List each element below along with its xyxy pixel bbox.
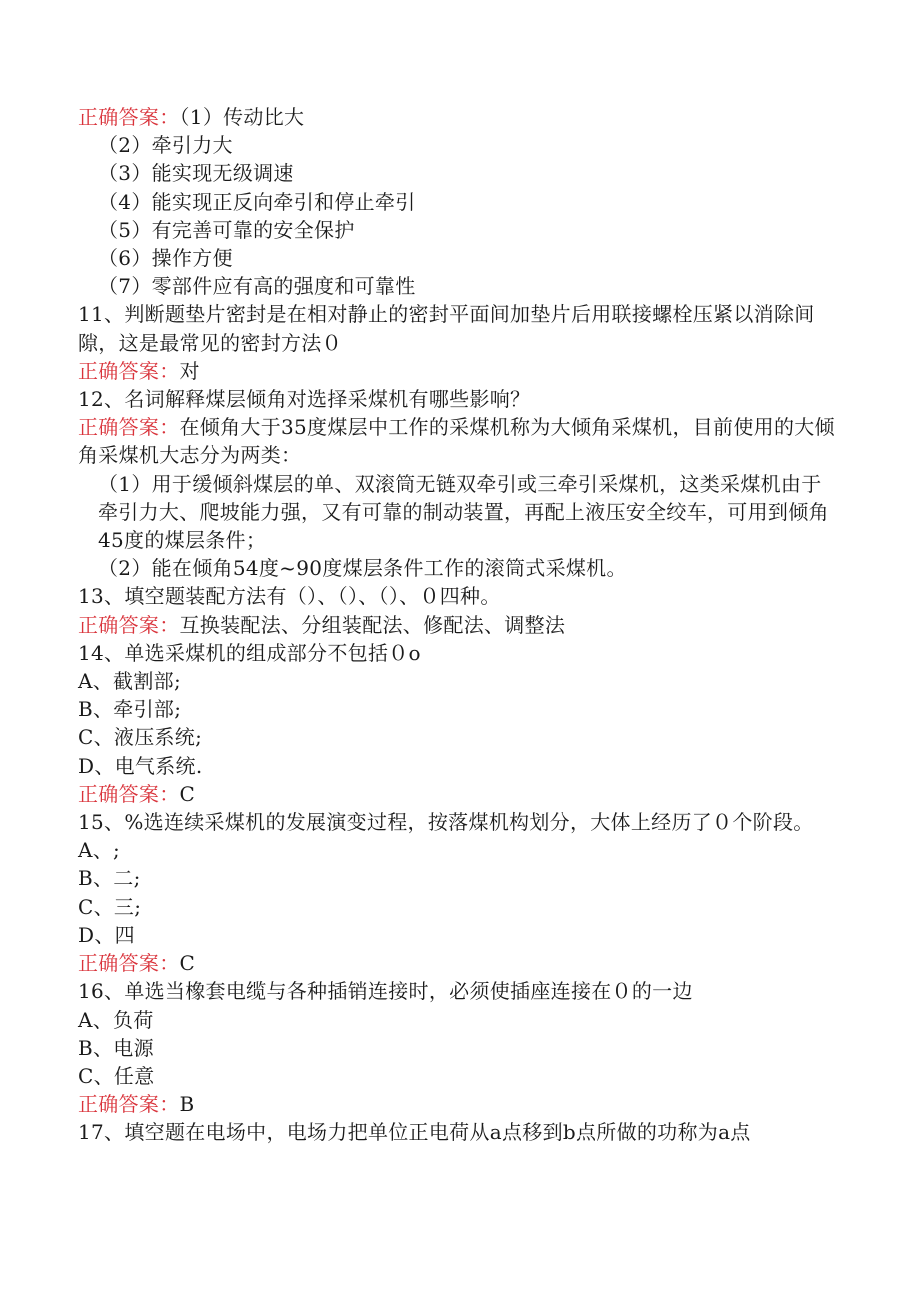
answer-label: 正确答案： — [78, 612, 180, 637]
answer-line — [78, 1090, 838, 1118]
option-item: D、电气系统. — [78, 753, 203, 778]
answer-text: C — [179, 781, 196, 806]
option-item: B、二; — [78, 866, 141, 891]
answer-label: 正确答案： — [78, 951, 180, 976]
option-item: D、四 — [78, 922, 135, 947]
sub-item: （4）能实现正反向牵引和停止牵引 — [98, 189, 416, 214]
answer-label: 正确答案： — [78, 415, 180, 440]
question-text: 17、填空题在电场中，电场力把单位正电荷从a点移到b点所做的功称为a点 — [78, 1120, 751, 1145]
option-item: A、; — [78, 838, 121, 863]
answer-line — [78, 780, 838, 808]
option-item: A、负荷 — [78, 1007, 154, 1032]
sub-item: （2）牵引力大 — [98, 133, 233, 158]
sub-item: （6）操作方便 — [98, 246, 233, 271]
option-item: C、任意 — [78, 1063, 155, 1088]
answer-text: （1）传动比大 — [179, 105, 305, 129]
question-text: 15、%选连续采煤机的发展演变过程，按落煤机构划分，大体上经历了０个阶段。 — [78, 810, 814, 835]
sub-item: （2）能在倾角54度~90度煤层条件工作的滚筒式采煤机。 — [98, 556, 627, 581]
question-text: 14、单选采煤机的组成部分不包括０o — [78, 640, 421, 665]
option-item: B、电源 — [78, 1035, 154, 1060]
answer-label: 正确答案： — [78, 781, 180, 806]
option-item: C、三; — [78, 894, 142, 919]
question-text: 12、名词解释煤层倾角对选择采煤机有哪些影响？ — [78, 387, 531, 412]
document-page — [78, 103, 838, 1147]
answer-text: B — [179, 1092, 195, 1117]
option-item: C、液压系统; — [78, 725, 203, 750]
sub-item: （7）零部件应有高的强度和可靠性 — [98, 274, 416, 299]
answer-text: C — [179, 951, 196, 976]
question-text: 11、判断题垫片密封是在相对静止的密封平面间加垫片后用联接螺栓压紧以消除间隙，这是最常见的密封方法０ — [78, 302, 815, 355]
option-item: B、牵引部; — [78, 697, 182, 722]
sub-item: （1）用于缓倾斜煤层的单、双滚筒无链双牵引或三牵引采煤机，这类采煤机由于牵引力大、爬坡能力强，又有可靠的制动装置，再配上液压安全绞车，可用到倾角45度的煤层条件； — [98, 471, 829, 553]
answer-line — [78, 103, 838, 131]
answer-label: 正确答案： — [78, 358, 180, 383]
answer-text: 在倾角大于35度煤层中工作的采煤机称为大倾角采煤机，目前使用的大倾角采煤机大志分为两类： — [78, 415, 835, 468]
question-text: 16、单选当橡套电缆与各种插销连接时，必须使插座连接在０的一边 — [78, 979, 693, 1004]
answer-label: 正确答案： — [78, 105, 180, 129]
answer-label: 正确答案： — [78, 1092, 180, 1117]
answer-line — [78, 357, 838, 385]
answer-line — [78, 949, 838, 977]
option-item: A、截割部; — [78, 669, 181, 694]
answer-text: 对 — [179, 358, 200, 383]
sub-item: （3）能实现无级调速 — [98, 161, 294, 186]
answer-line — [78, 611, 838, 639]
question-text: 13、填空题装配方法有（）、（）、（）、０四种。 — [78, 584, 501, 609]
answer-text: 互换装配法、分组装配法、修配法、调整法 — [179, 612, 566, 637]
sub-item: （5）有完善可靠的安全保护 — [98, 217, 355, 242]
answer-line — [78, 413, 838, 469]
